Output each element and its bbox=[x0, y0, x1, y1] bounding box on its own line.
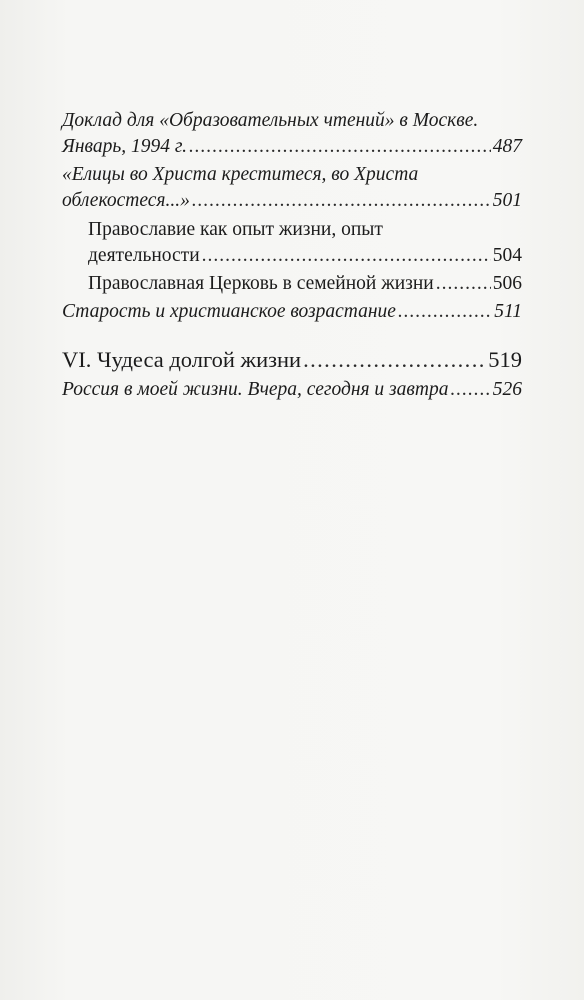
toc-entry bbox=[62, 299, 522, 325]
toc-page-number: 519 bbox=[488, 347, 522, 372]
toc-entry bbox=[62, 217, 522, 269]
dot-leader bbox=[189, 134, 491, 160]
dot-leader bbox=[192, 188, 491, 214]
toc-entry-title-line: Доклад для «Образовательных чтений» в Москве. bbox=[62, 110, 479, 131]
toc-entry-title-line: Православие как опыт жизни, опыт bbox=[88, 219, 383, 240]
toc-entry-title-line: Православная Церковь в семейной жизни bbox=[88, 273, 434, 294]
toc-entry-title-line: Россия в моей жизни. Вчера, сегодня и завтра bbox=[62, 379, 449, 400]
toc-page-number: 504 bbox=[492, 245, 522, 266]
dot-leader bbox=[303, 345, 486, 375]
toc-page-number: 526 bbox=[492, 379, 522, 400]
toc-entry bbox=[62, 162, 522, 214]
toc-page-number: 487 bbox=[492, 136, 522, 157]
toc-entry bbox=[62, 377, 522, 403]
toc-entry bbox=[62, 108, 522, 160]
dot-leader bbox=[202, 243, 491, 269]
toc-section-title: VI. Чудеса долгой жизни bbox=[62, 347, 302, 372]
table-of-contents bbox=[62, 108, 522, 403]
toc-entry-title-line: Январь, 1994 г. bbox=[62, 136, 188, 157]
toc-page-number: 506 bbox=[492, 273, 522, 294]
dot-leader bbox=[450, 377, 490, 403]
toc-section-heading bbox=[62, 345, 522, 375]
toc-entry-title-line: облекостеся...» bbox=[62, 190, 190, 211]
toc-entry-title-line: деятельности bbox=[88, 245, 200, 266]
toc-page-number: 511 bbox=[494, 301, 522, 322]
toc-page-number: 501 bbox=[492, 190, 522, 211]
toc-entry-title-line: «Елицы во Христа креститеся, во Христа bbox=[62, 164, 419, 185]
dot-leader bbox=[398, 299, 492, 325]
toc-entry bbox=[62, 271, 522, 297]
toc-entry-title-line: Старость и христианское возрастание bbox=[62, 301, 396, 322]
dot-leader bbox=[436, 271, 491, 297]
